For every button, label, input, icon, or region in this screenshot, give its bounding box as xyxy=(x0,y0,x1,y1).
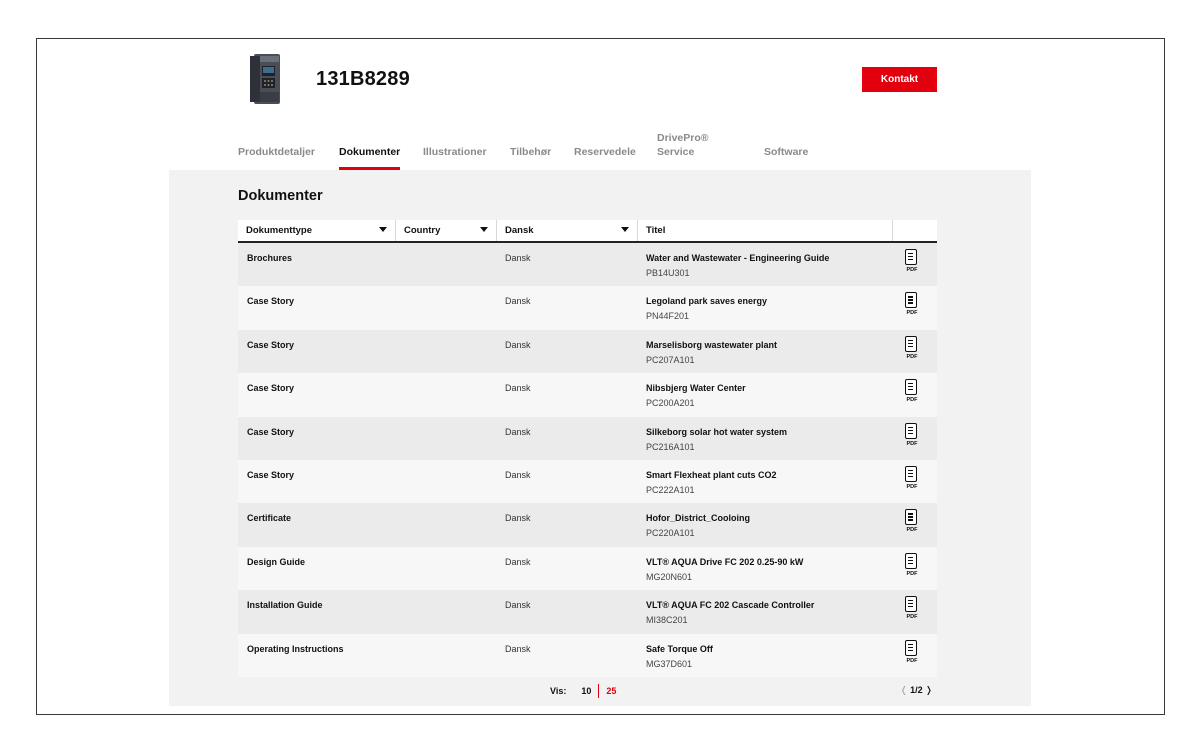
document-type: Installation Guide xyxy=(247,600,323,611)
pdf-download-button[interactable] xyxy=(904,336,920,366)
header-language: Dansk xyxy=(505,225,534,236)
document-icon xyxy=(905,509,917,525)
document-icon xyxy=(905,466,917,482)
tab-drivepro-line1: DrivePro® xyxy=(657,132,709,144)
pdf-label: PDF xyxy=(906,310,918,317)
document-type: Operating Instructions xyxy=(247,643,344,654)
document-title[interactable]: Hofor_District_Cooloing xyxy=(646,513,751,524)
document-title[interactable]: Marselisborg wastewater plant xyxy=(646,339,778,350)
document-title[interactable]: Water and Wastewater - Engineering Guide xyxy=(646,253,830,263)
pdf-download-button[interactable] xyxy=(904,292,920,322)
document-icon xyxy=(905,379,917,395)
document-code: PC220A101 xyxy=(646,528,695,539)
page-navigator xyxy=(900,685,933,696)
pdf-label: PDF xyxy=(906,657,918,664)
table-row xyxy=(238,590,937,633)
document-title[interactable]: Smart Flexheat plant cuts CO2 xyxy=(646,469,777,480)
document-type: Case Story xyxy=(247,469,295,480)
caret-down-icon xyxy=(379,227,387,232)
contact-button[interactable]: Kontakt xyxy=(862,67,937,92)
document-title[interactable]: VLT® AQUA FC 202 Cascade Controller xyxy=(646,600,815,611)
product-title: 131B8289 xyxy=(316,68,410,90)
document-title[interactable]: Nibsbjerg Water Center xyxy=(646,383,746,394)
page-size-selector xyxy=(550,684,623,698)
document-code: PN44F201 xyxy=(646,311,690,322)
pdf-download-button[interactable] xyxy=(904,249,920,279)
document-language: Dansk xyxy=(505,643,531,654)
section-title: Dokumenter xyxy=(238,188,323,204)
page-size-10[interactable]: 10 xyxy=(581,686,592,696)
document-type: Design Guide xyxy=(247,556,306,567)
page-info: 1/2 xyxy=(910,685,923,695)
table-row xyxy=(238,547,937,590)
pdf-label: PDF xyxy=(906,267,918,273)
tab-produktdetaljer[interactable]: Produktdetaljer xyxy=(238,146,316,158)
document-code: MG37D601 xyxy=(646,658,693,669)
document-icon xyxy=(905,596,917,612)
pdf-download-button[interactable] xyxy=(904,553,920,583)
document-language: Dansk xyxy=(505,253,531,263)
pdf-label: PDF xyxy=(906,570,918,577)
filter-language[interactable] xyxy=(497,220,638,241)
table-row xyxy=(238,243,937,286)
table-row xyxy=(238,503,937,546)
document-code: PC200A201 xyxy=(646,398,695,409)
table-header xyxy=(238,220,937,243)
document-code: MG20N601 xyxy=(646,571,693,582)
document-language: Dansk xyxy=(505,600,531,611)
table-row xyxy=(238,330,937,373)
document-type: Brochures xyxy=(247,253,293,263)
pdf-label: PDF xyxy=(906,440,918,447)
document-type: Case Story xyxy=(247,383,295,394)
tab-bar xyxy=(238,130,938,170)
table-row xyxy=(238,417,937,460)
filter-country[interactable] xyxy=(396,220,497,241)
table-row xyxy=(238,286,937,329)
pdf-download-button[interactable] xyxy=(904,596,920,626)
document-icon xyxy=(905,640,917,656)
tab-drivepro-service[interactable] xyxy=(657,132,709,159)
table-row xyxy=(238,373,937,416)
document-icon xyxy=(905,423,917,439)
tab-software[interactable]: Software xyxy=(764,146,809,158)
caret-down-icon xyxy=(480,227,488,232)
tab-tilbehor[interactable]: Tilbehør xyxy=(510,146,552,158)
document-title[interactable]: Silkeborg solar hot water system xyxy=(646,426,788,437)
document-icon xyxy=(905,249,917,265)
document-icon xyxy=(905,553,917,569)
filter-dokumenttype[interactable] xyxy=(238,220,396,241)
show-label: Vis: xyxy=(550,686,567,696)
header-country: Country xyxy=(404,225,441,236)
pdf-download-button[interactable] xyxy=(904,640,920,670)
document-icon xyxy=(905,292,917,308)
tab-dokumenter[interactable]: Dokumenter xyxy=(339,146,401,158)
document-title[interactable]: Safe Torque Off xyxy=(646,643,713,654)
active-tab-underline xyxy=(339,167,400,170)
pdf-download-button[interactable] xyxy=(904,423,920,453)
document-language: Dansk xyxy=(505,513,531,524)
caret-down-icon xyxy=(621,227,629,232)
document-code: PC222A101 xyxy=(646,484,695,495)
header-titel: Titel xyxy=(638,220,893,241)
table-row xyxy=(238,634,937,677)
tab-reservedele[interactable]: Reservedele xyxy=(574,146,636,158)
pdf-download-button[interactable] xyxy=(904,509,920,539)
document-language: Dansk xyxy=(505,556,531,567)
pdf-download-button[interactable] xyxy=(904,379,920,409)
document-language: Dansk xyxy=(505,296,531,307)
document-type: Case Story xyxy=(247,426,295,437)
prev-page-icon[interactable]: ❬ xyxy=(900,685,908,695)
document-language: Dansk xyxy=(505,426,531,437)
pdf-download-button[interactable] xyxy=(904,466,920,496)
document-code: PB14U301 xyxy=(646,268,690,278)
document-title[interactable]: Legoland park saves energy xyxy=(646,296,768,307)
documents-table xyxy=(238,220,937,677)
pdf-label: PDF xyxy=(906,483,918,490)
header-dokumenttype: Dokumenttype xyxy=(246,225,312,236)
tab-drivepro-line2: Service xyxy=(657,146,695,158)
pdf-label: PDF xyxy=(906,397,918,404)
document-language: Dansk xyxy=(505,383,531,394)
document-language: Dansk xyxy=(505,469,531,480)
table-body xyxy=(238,243,937,677)
document-title[interactable]: VLT® AQUA Drive FC 202 0.25-90 kW xyxy=(646,556,804,567)
page-size-25[interactable]: 25 xyxy=(606,686,617,696)
product-image xyxy=(248,52,284,106)
document-language: Dansk xyxy=(505,339,531,350)
tab-illustrationer[interactable]: Illustrationer xyxy=(423,146,487,158)
pdf-label: PDF xyxy=(906,527,918,534)
document-type: Case Story xyxy=(247,296,295,307)
document-code: PC216A101 xyxy=(646,441,695,452)
document-icon xyxy=(905,336,917,352)
document-type: Case Story xyxy=(247,339,295,350)
pdf-label: PDF xyxy=(906,353,918,360)
table-row xyxy=(238,460,937,503)
document-code: MI38C201 xyxy=(646,615,688,626)
document-type: Certificate xyxy=(247,513,292,524)
pdf-label: PDF xyxy=(906,614,918,621)
next-page-icon[interactable]: ❭ xyxy=(925,685,933,695)
document-code: PC207A101 xyxy=(646,354,695,365)
